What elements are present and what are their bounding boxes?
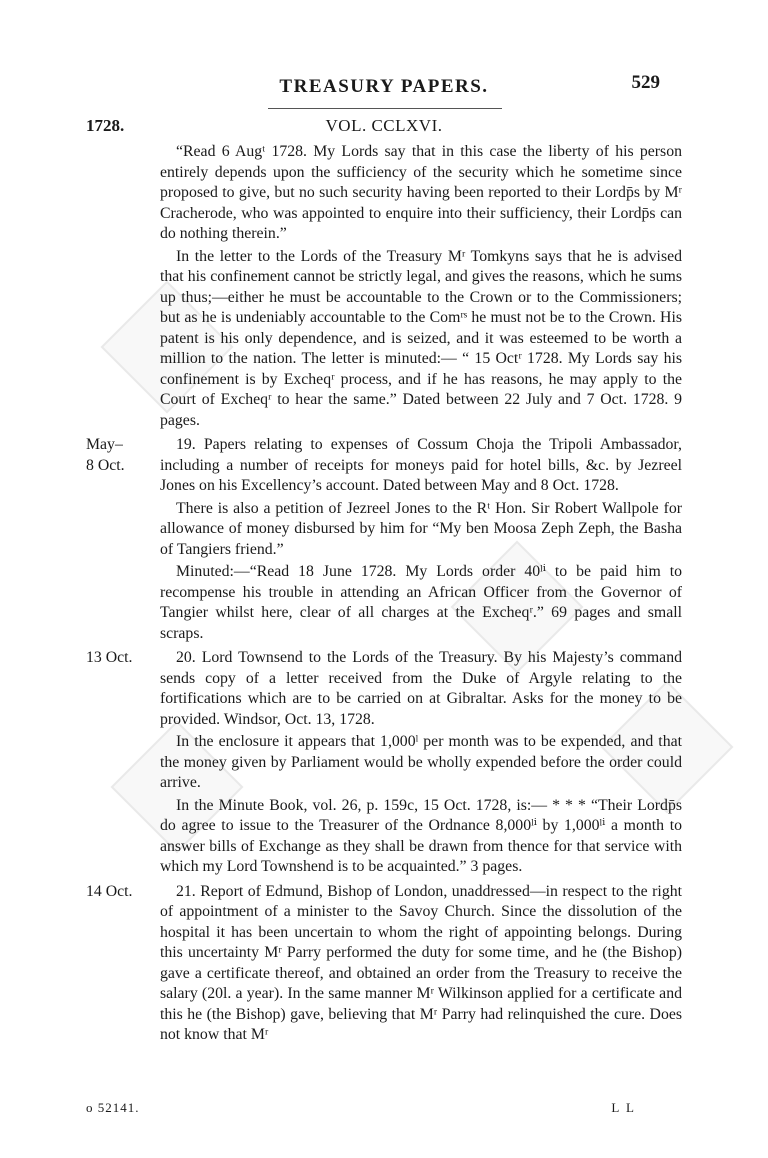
printer-code: o 52141. <box>86 1100 140 1115</box>
page-title: TREASURY PAPERS. <box>279 76 489 97</box>
entry-paragraph: “Read 6 Augᵗ 1728. My Lords say that in this case the liberty of his person entirely depends upon the sufficiency of the security which he sometime since proposed to give, but no such security having been reported to their Lordp̄s by Mʳ Cracherode, who was appointed to enquire into their sufficiency, their Lordp̄s can do nothing therein.” <box>160 143 682 242</box>
volume-label: VOL. CCLXVI. <box>325 116 443 135</box>
entry-paragraph: 19. Papers relating to expenses of Cossum Choja the Tripoli Ambassador, including a number of receipts for moneys paid for hotel bills, &c. by Jezreel Jones on his Excellency’s account. Dated between May and 8 Oct. 1728. <box>160 436 682 494</box>
entry-text <box>160 435 682 644</box>
volume-row <box>0 116 768 140</box>
entry-continuation <box>0 142 768 431</box>
entry-paragraph: 20. Lord Townsend to the Lords of the Treasury. By his Majesty’s command sends copy of a letter received from the Duke of Argyle relating to the fortifications which are to be carried on at Gibraltar. Asks for the money to be provided. Windsor, Oct. 13, 1728. <box>160 649 682 728</box>
entries-body <box>0 142 768 1050</box>
year-label: 1728. <box>86 116 125 135</box>
entry-paragraph: There is also a petition of Jezreel Jones to the Rᵗ Hon. Sir Robert Wallpole for allowance of money disbursed by him for “My ben Moosa Zeph Zeph, the Basha of Tangiers friend.” <box>160 499 682 558</box>
page-number: 529 <box>631 72 660 93</box>
entry-paragraph: In the enclosure it appears that 1,000ˡ per month was to be expended, and that the money given by Parliament would be wholly expended before the order could arrive. <box>160 733 682 791</box>
entry-text <box>160 142 682 431</box>
entry-date: May– 8 Oct. <box>86 436 125 474</box>
entry-20 <box>0 648 768 878</box>
entry-paragraph: In the letter to the Lords of the Treasury Mʳ Tomkyns says that he is advised that his confinement cannot be strictly legal, and gives the reasons, which he sums up thus;—either he must be accountable to the Crown or to the Commissioners; but as he is undeniably accountable to the Comʳˢ he must not be to the Crown. His patent is his only dependence, and is seized, and it was esteemed to be worth a million to the nation. The letter is minuted:— “ 15 Octʳ 1728. My Lords say his confinement is by Excheqʳ process, and if he has reasons, he may apply to the Court of Excheqʳ to hear the same.” Dated between 22 July and 7 Oct. 1728. 9 pages. <box>160 247 682 429</box>
entry-date: 13 Oct. <box>86 649 133 666</box>
running-head <box>0 72 768 102</box>
entry-date: 14 Oct. <box>86 882 133 900</box>
entry-text <box>160 648 682 878</box>
header-rule <box>268 108 502 109</box>
entry-date <box>0 142 160 431</box>
entry-paragraph: In the Minute Book, vol. 26, p. 159c, 15 Oct. 1728, is:— * * * “Their Lordp̄s do agree to issue to the Treasurer of the Ordnance 8,000ˡⁱ by 1,000ˡⁱ a month to answer bills of Exchange as they shall be drawn from thence for that service with which my Lord Townshend is to be acquainted.” 3 pages. <box>160 796 682 875</box>
entry-19 <box>0 435 768 644</box>
entry-paragraph: 21. Report of Edmund, Bishop of London, unaddressed—in respect to the right of appointment of a minister to the Savoy Church. Since the dissolution of the hospital it has been uncertain to whom the right of appointing belongs. During this uncertainty Mʳ Parry performed the duty for some time, and he (the Bishop) gave a certificate thereof, and obtained an order from the Treasury to receive the salary (20l. a year). In the same manner Mʳ Wilkinson applied for a certificate and this he (the Bishop) gave, believing that Mʳ Parry had relinquished the cure. Does not know that Mʳ <box>160 882 682 1043</box>
page-footer <box>0 1100 768 1120</box>
entry-21 <box>0 882 768 1046</box>
entry-text <box>160 882 682 1046</box>
entry-paragraph: Minuted:—“Read 18 June 1728. My Lords order 40ˡⁱ to be paid him to recompense his trouble in attending an African Officer from the Governor of Tangier whilst here, clear of all charges at the Excheqʳ.” 69 pages and small scraps. <box>160 563 682 642</box>
signature-mark: L L <box>611 1100 636 1115</box>
